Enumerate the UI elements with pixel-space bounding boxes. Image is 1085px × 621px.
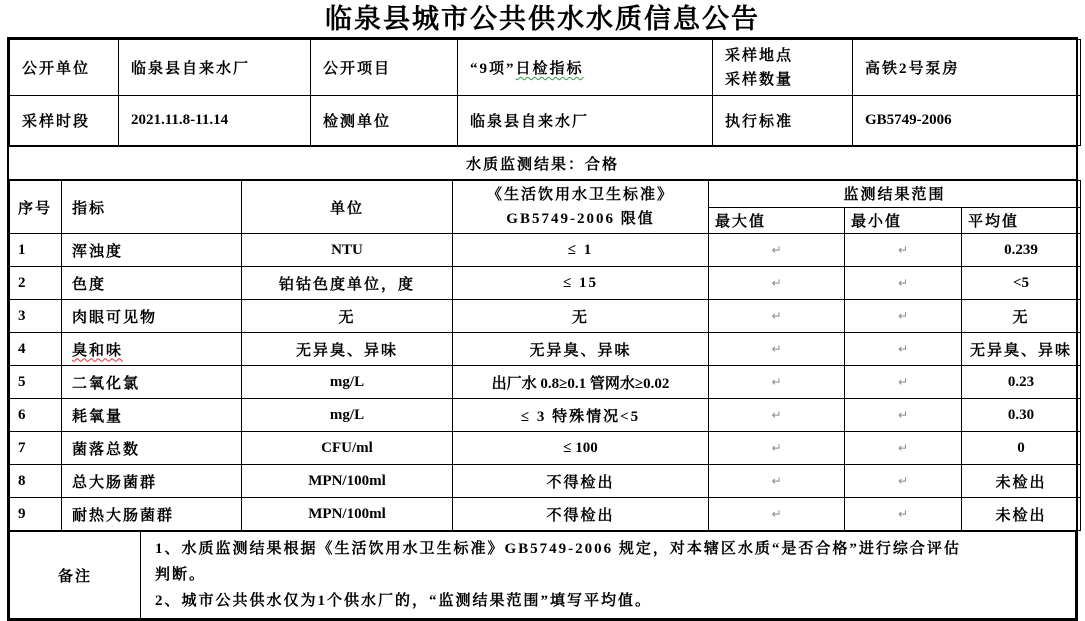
- cell-limit: 不得检出: [453, 465, 709, 498]
- col-header-avg: 平均值: [962, 207, 1081, 234]
- cell-indicator: 浑浊度: [62, 234, 242, 267]
- paragraph-mark-icon: ↵: [897, 374, 909, 389]
- cell-seq: 6: [10, 399, 62, 432]
- paragraph-mark-icon: ↵: [771, 473, 782, 488]
- standard-value: GB5749-2006: [853, 96, 1081, 146]
- cell-min: [845, 399, 962, 432]
- table-row: [10, 432, 1081, 465]
- table-row: [10, 366, 1081, 399]
- paragraph-mark-icon: ↵: [897, 275, 909, 290]
- paragraph-mark-icon: ↵: [771, 506, 782, 521]
- col-header-indicator: 指标: [62, 181, 242, 234]
- table-row: [10, 465, 1081, 498]
- sample-period-label: 采样时段: [10, 96, 119, 146]
- cell-min: [845, 465, 962, 498]
- cell-min: [845, 267, 962, 300]
- cell-seq: 5: [10, 366, 62, 399]
- cell-max: [709, 399, 845, 432]
- cell-max: [709, 366, 845, 399]
- cell-seq: 1: [10, 234, 62, 267]
- remark-line-2: 判断。: [155, 567, 207, 583]
- remark-line-3: 2、城市公共供水仅为1个供水厂的，“监测结果范围”填写平均值。: [155, 593, 653, 609]
- open-item-value-prefix: “9项”: [470, 61, 516, 77]
- info-row-1: [10, 40, 1081, 96]
- cell-indicator: 耐热大肠菌群: [62, 498, 242, 531]
- cell-indicator: 耗氧量: [62, 399, 242, 432]
- col-header-seq: 序号: [10, 181, 62, 234]
- cell-avg: 无异臭、异味: [962, 333, 1081, 366]
- paragraph-mark-icon: ↵: [771, 341, 782, 356]
- cell-limit: ≤ 1: [453, 234, 709, 267]
- table-row: [10, 234, 1081, 267]
- page-title: 临泉县城市公共供水水质信息公告: [325, 4, 760, 34]
- cell-avg: 0.239: [962, 234, 1081, 267]
- cell-avg: <5: [962, 267, 1081, 300]
- header-row-1: [10, 181, 1081, 208]
- table-row: [10, 333, 1081, 366]
- col-header-min: 最小值: [845, 207, 962, 234]
- cell-min: [845, 432, 962, 465]
- cell-seq: 3: [10, 300, 62, 333]
- col-header-max: 最大值: [709, 207, 845, 234]
- table-row: [10, 300, 1081, 333]
- info-table: [9, 39, 1081, 146]
- cell-min: [845, 333, 962, 366]
- cell-seq: 8: [10, 465, 62, 498]
- paragraph-mark-icon: ↵: [897, 341, 909, 356]
- result-banner-row: [9, 146, 1076, 180]
- paragraph-mark-icon: ↵: [897, 506, 909, 521]
- col-header-limit-line2: GB5749-2006 限值: [506, 211, 655, 227]
- remark-table: [9, 531, 1076, 619]
- cell-limit: 出厂水 0.8≥0.1 管网水≥0.02: [453, 366, 709, 399]
- cell-avg: 无: [962, 300, 1081, 333]
- open-item-value-marked: 日检指标: [515, 61, 584, 77]
- measurement-table: [9, 180, 1081, 531]
- cell-max: [709, 333, 845, 366]
- table-row: [10, 399, 1081, 432]
- cell-min: [845, 366, 962, 399]
- cell-unit: mg/L: [242, 366, 453, 399]
- cell-max: [709, 234, 845, 267]
- cell-indicator: 色度: [62, 267, 242, 300]
- cell-seq: 9: [10, 498, 62, 531]
- col-header-unit: 单位: [242, 181, 453, 234]
- test-unit-label: 检测单位: [311, 96, 458, 146]
- cell-limit: ≤ 100: [453, 432, 709, 465]
- paragraph-mark-icon: ↵: [771, 242, 782, 257]
- cell-max: [709, 498, 845, 531]
- cell-unit: 铂钴色度单位，度: [242, 267, 453, 300]
- cell-limit: 无: [453, 300, 709, 333]
- cell-indicator: 二氧化氯: [62, 366, 242, 399]
- cell-avg: 0.30: [962, 399, 1081, 432]
- remark-text: [141, 532, 1076, 619]
- paragraph-mark-icon: ↵: [897, 407, 909, 422]
- cell-max: [709, 432, 845, 465]
- cell-seq: 4: [10, 333, 62, 366]
- sample-site-count-label: [713, 40, 853, 96]
- cell-avg: 0.23: [962, 366, 1081, 399]
- open-unit-label: 公开单位: [10, 40, 119, 96]
- col-header-limit: [453, 181, 709, 234]
- cell-unit: 无异臭、异味: [242, 333, 453, 366]
- test-unit-value: 临泉县自来水厂: [458, 96, 713, 146]
- cell-unit: 无: [242, 300, 453, 333]
- standard-label: 执行标准: [713, 96, 853, 146]
- cell-limit: ≤ 3 特殊情况<5: [453, 399, 709, 432]
- cell-limit: ≤ 15: [453, 267, 709, 300]
- cell-limit: 不得检出: [453, 498, 709, 531]
- remark-label: 备注: [10, 532, 141, 619]
- open-item-label: 公开项目: [311, 40, 458, 96]
- open-unit-value: 临泉县自来水厂: [119, 40, 311, 96]
- col-header-limit-line1: 《生活饮用水卫生标准》: [486, 187, 674, 203]
- cell-indicator: 臭和味: [62, 333, 242, 366]
- cell-indicator: 肉眼可见物: [62, 300, 242, 333]
- cell-min: [845, 234, 962, 267]
- paragraph-mark-icon: ↵: [897, 440, 909, 455]
- cell-min: [845, 498, 962, 531]
- table-row: [10, 267, 1081, 300]
- cell-unit: MPN/100ml: [242, 465, 453, 498]
- paragraph-mark-icon: ↵: [771, 374, 782, 389]
- cell-unit: CFU/ml: [242, 432, 453, 465]
- paragraph-mark-icon: ↵: [771, 407, 782, 422]
- cell-seq: 7: [10, 432, 62, 465]
- remark-line-1: 1、水质监测结果根据《生活饮用水卫生标准》GB5749-2006 规定，对本辖区水质“是否合格”进行综合评估: [155, 541, 961, 557]
- cell-indicator: 总大肠菌群: [62, 465, 242, 498]
- sample-site-label: 采样地点: [725, 47, 794, 64]
- announcement-table: [7, 37, 1078, 621]
- table-row: [10, 498, 1081, 531]
- sample-place-value: 高铁2号泵房: [853, 40, 1081, 96]
- cell-min: [845, 300, 962, 333]
- paragraph-mark-icon: ↵: [771, 440, 782, 455]
- cell-avg: 未检出: [962, 465, 1081, 498]
- result-banner: 水质监测结果：合格: [9, 147, 1076, 180]
- col-header-range: 监测结果范围: [709, 181, 1081, 208]
- paragraph-mark-icon: ↵: [897, 308, 909, 323]
- open-item-value: [458, 40, 713, 96]
- paragraph-mark-icon: ↵: [897, 242, 909, 257]
- cell-avg: 未检出: [962, 498, 1081, 531]
- cell-unit: MPN/100ml: [242, 498, 453, 531]
- remark-row: [10, 532, 1076, 619]
- paragraph-mark-icon: ↵: [771, 275, 782, 290]
- cell-limit: 无异臭、异味: [453, 333, 709, 366]
- paragraph-mark-icon: ↵: [897, 473, 909, 488]
- sample-count-label: 采样数量: [725, 71, 794, 88]
- cell-seq: 2: [10, 267, 62, 300]
- cell-max: [709, 267, 845, 300]
- cell-unit: mg/L: [242, 399, 453, 432]
- cell-avg: 0: [962, 432, 1081, 465]
- cell-max: [709, 300, 845, 333]
- cell-indicator: 菌落总数: [62, 432, 242, 465]
- sample-period-value: 2021.11.8-11.14: [119, 96, 311, 146]
- cell-unit: NTU: [242, 234, 453, 267]
- cell-max: [709, 465, 845, 498]
- paragraph-mark-icon: ↵: [771, 308, 782, 323]
- info-row-2: [10, 96, 1081, 146]
